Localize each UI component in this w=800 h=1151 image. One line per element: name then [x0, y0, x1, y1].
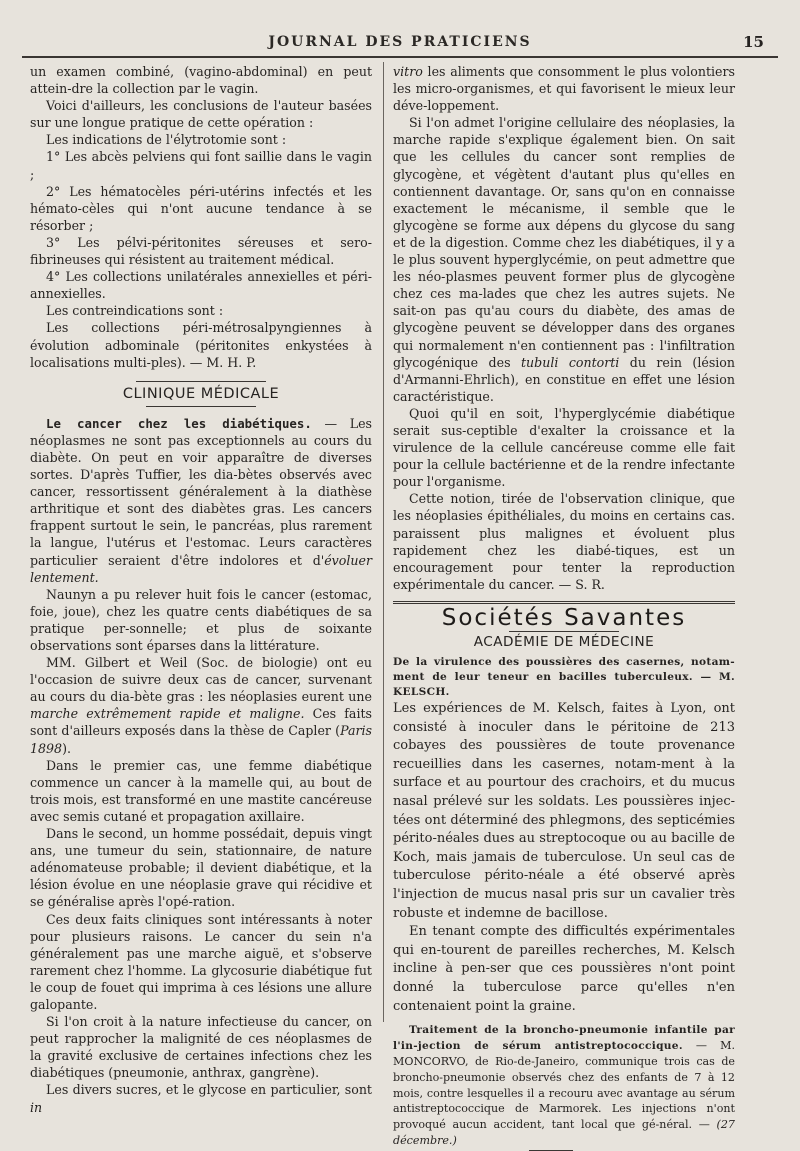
- list-item: 2° Les hématocèles péri-utérins infectés et les hémato-cèles qui n'ont aucune tendance à se résorber ;: [30, 183, 372, 233]
- section-title: Sociétés Savantes: [441, 604, 687, 631]
- text: Si l'on admet l'origine cellulaire des néoplasies, la marche rapide s'explique également bien. On sait que les cellules du cancer sont remplies de glycogène, et végètent d'autant plus qu'elles en contiennent davantage. Or, sans qu'on en connaisse exactement le mécanisme, il semble que le glycogène se forme aux dépens du glycose du sang et de la digestion. Comme chez les diabétiques, il y a le plus souvent hyperglycémie, on peut admettre que les néo-plasmes peuvent former plus de glycogène chez ces ma-lades que chez les autres sujets. Ne sait-on pas qu'au cours du diabète, des amas de glycogène peuvent se développer dans des organes qui normalement n'en contiennent pas : l'infiltration glycogénique des: [393, 115, 735, 370]
- text: les aliments que consomment le plus volontiers les micro-organismes, et qui favorisent le mieux leur déve-loppement.: [393, 64, 735, 114]
- emphasis: marche extrêmement rapide et maligne.: [30, 706, 305, 722]
- article-title: Le cancer chez les diabétiques.: [46, 415, 312, 431]
- article-title: Traitement de la broncho-pneumonie infantile par l'in-jection de sérum antistreptococcique.: [393, 1024, 735, 1053]
- text: MM. Gilbert et Weil (Soc. de biologie) ont eu l'occasion de suivre deux cas de cancer, survenant au cours du dia-bète gras : les néoplasies eurent une: [30, 655, 372, 705]
- article-title-text: De la virulence des poussières des casernes, notam-ment de leur teneur en bacilles tuberculeux.: [393, 656, 735, 684]
- subsection-heading: ACADÉMIE DE MÉDECINE: [473, 634, 655, 650]
- article-text: — Les néoplasmes ne sont pas exceptionnels au cours du diabète. On peut en voir apparaître de diverses sortes. D'après Tuffier, les dia-bètes observés avec cancer, ressortissent généralement à la diathèse arthritique et sont des diabètes gras. Les cancers frappent surtout le sein, le pancréas, plus rarement la langue, l'utérus et l'estomac. Leurs caractères particulier seraient d'être indolores et d': [30, 415, 372, 568]
- text: Ces faits sont d'ailleurs exposés dans la thèse de Capler (: [30, 706, 372, 739]
- paragraph: Voici d'ailleurs, les conclusions de l'auteur basées sur une longue pratique de cette opération :: [30, 98, 372, 131]
- header-rule: [22, 56, 778, 58]
- article-paragraph: [393, 1022, 735, 1148]
- paragraph: [393, 114, 735, 405]
- paragraph: Dans le premier cas, une femme diabétique commence un cancer à la mamelle qui, au bout de trois mois, est transformé en une mastite cancéreuse avec semis cutané et propagation axillaire.: [30, 757, 372, 824]
- paragraph: [30, 654, 372, 757]
- section-rule: [136, 381, 266, 382]
- article-paragraph: [30, 415, 372, 586]
- journal-title: JOURNAL DES PRATICIENS: [268, 34, 532, 50]
- text: ).: [62, 740, 71, 756]
- left-column: [30, 63, 372, 1116]
- paragraph: Ces deux faits cliniques sont intéressants à noter pour plusieurs raisons. Le cancer du sein n'a généralement pas une marche aiguë, et s'observe rarement chez l'homme. La glycosurie diabétique fut le coup de fouet qui imprima à ces lésions une allure galopante.: [30, 911, 372, 1012]
- text: Les divers sucres, et le glycose en particulier, sont: [46, 1082, 372, 1098]
- date: (27 décembre.): [393, 1118, 735, 1147]
- paragraph: [393, 63, 735, 114]
- paragraph: Dans le second, un homme possédait, depuis vingt ans, une tumeur du sein, stationnaire, de nature adénomateuse probable; il devient diabétique, et la lésion évolue en une néoplasie grave qui récidive et se généralise après l'opé-ration.: [30, 826, 372, 910]
- section-heading: CLINIQUE MÉDICALE: [122, 385, 280, 402]
- page-number: 15: [743, 33, 764, 51]
- paragraph: Les collections péri-métrosalpyngiennes à évolution adbominale (péritonites enkystées à localisations multi-ples). — M. H. P.: [30, 320, 372, 370]
- paragraph: Si l'on croit à la nature infectieuse du cancer, on peut rapprocher la malignité de ces néoplasmes de la gravité exclusive de certaines infections chez les diabétiques (pneumonie, anthrax, gangrène).: [30, 1014, 372, 1081]
- section-rule: [146, 406, 256, 407]
- paragraph: Quoi qu'il en soit, l'hyperglycémie diabétique serait sus-ceptible d'exalter la croissance et la virulence de la cellule cancéreuse comme elle fait pour la cellule bactérienne et de la rendre infectante pour l'organisme.: [393, 405, 735, 490]
- emphasis: tubuli contorti: [520, 354, 620, 370]
- paragraph: Naunyn a pu relever huit fois le cancer (estomac, foie, joue), chez les quatre cents diabétiques de sa pratique per-sonnelle; et plus de soixante observations sont éparses dans la littérature.: [30, 586, 372, 653]
- article-text: — M. MONCORVO, de Rio-de-Janeiro, communique trois cas de broncho-pneumonie observés chez des enfants de 7 à 12 mois, contre lesquelles il a recouru avec avantage au sérum antistreptococcique de Marmorek. Les injections n'ont provoqué aucun accident, tant local que gé-néral. —: [393, 1039, 735, 1131]
- emphasis: vitro: [393, 64, 423, 79]
- text: du rein (lésion d'Armanni-Ehrlich), en constitue en effet une lésion caractéristique.: [393, 354, 736, 404]
- article-title: [393, 655, 735, 700]
- list-item: 3° Les pélvi-péritonites séreuses et sero-fibrineuses qui résistent au traitement médical.: [30, 234, 372, 268]
- emphasis: in: [30, 1099, 43, 1115]
- paragraph: un examen combiné, (vagino-abdominal) en peut attein-dre la collection par le vagin.: [30, 64, 372, 97]
- paragraph: En tenant compte des difficultés expérimentales qui en-tourent de pareilles recherches, M. Kelsch incline à pen-ser que ces poussières n'ont point donné la tuberculose parce qu'elles n'en contenaient point la graine.: [393, 924, 735, 1014]
- emphasis: évoluer lentement.: [30, 552, 372, 585]
- list-item: 4° Les collections unilatérales annexielles et péri-annexielles.: [30, 269, 372, 302]
- paragraph: [30, 1081, 372, 1115]
- paragraph: Cette notion, tirée de l'observation clinique, que les néoplasies épithéliales, du moins en certains cas. paraissent plus malignes et évoluent plus rapidement chez les diabé-tiques, est un encouragement pour tenter la reproduction expérimentale du cancer. — S. R.: [393, 491, 735, 592]
- section-double-rule: [393, 601, 735, 604]
- emphasis: Paris 1898: [30, 723, 372, 756]
- paragraph: Les indications de l'élytrotomie sont :: [46, 132, 287, 148]
- column-divider: [383, 62, 384, 1022]
- paragraph: Les contreindications sont :: [46, 303, 224, 319]
- list-item: 1° Les abcès pelviens qui font saillie dans le vagin ;: [30, 149, 372, 182]
- article-author: — M. KELSCH.: [393, 671, 735, 699]
- paragraph: Les expériences de M. Kelsch, faites à Lyon, ont consisté à inoculer dans le péritoine de 213 cobayes des poussières de toute provenance recueillies dans les casernes, notam-ment à la surface et au pourtour des crachoirs, et du mucus nasal prélevé sur les soldats. Les poussières injec-tées ont déterminé des phlegmons, des septicémies périto-néales dues au streptocoque ou au bacille de Koch, mais jamais de tuberculose. Un seul cas de tuberculose périto-néale a été observé après l'injection de mucus nasal pris sur un cavalier très robuste et indemne de bacillose.: [393, 701, 735, 921]
- right-column: [393, 63, 735, 1151]
- section-rule: [509, 631, 619, 632]
